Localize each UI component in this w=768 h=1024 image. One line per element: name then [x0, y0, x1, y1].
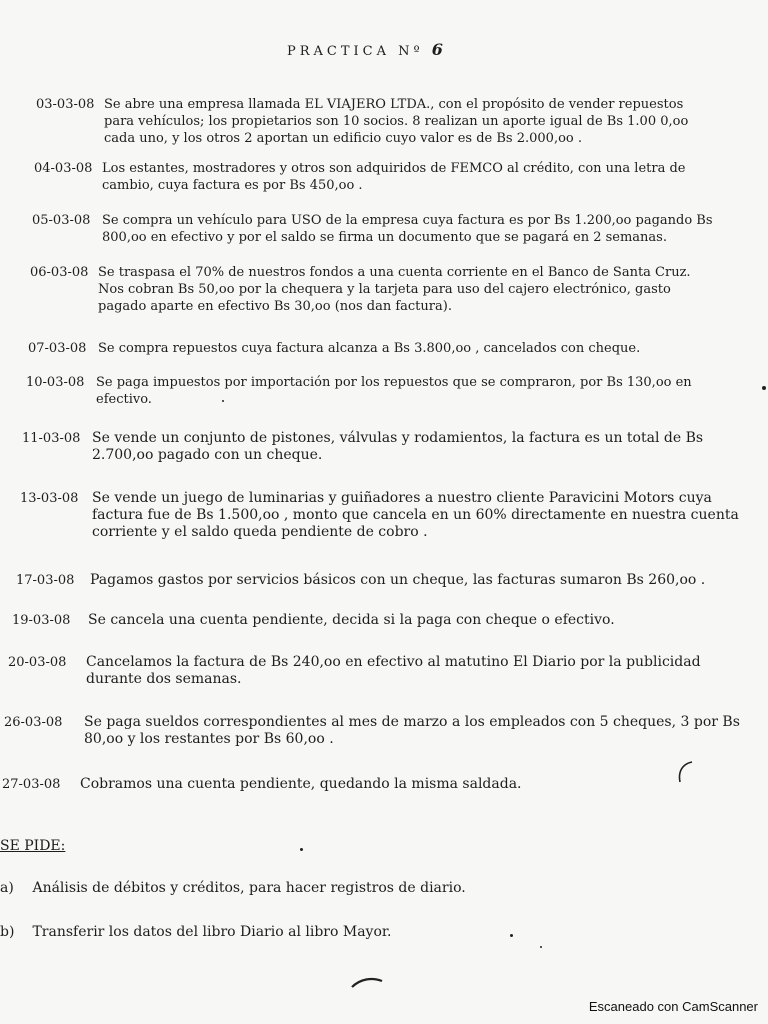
task-b [0, 924, 392, 940]
se-pide-heading: SE PIDE: [0, 838, 66, 854]
scan-speck [540, 946, 542, 948]
entry-text: Pagamos gastos por servicios básicos con un cheque, las facturas sumaron Bs 260,oo . [90, 572, 706, 588]
practice-number: 6 [431, 40, 443, 59]
pen-mark [348, 975, 388, 991]
entry-date: 11-03-08 [22, 431, 81, 446]
entry-date: 13-03-08 [20, 491, 79, 506]
entry-text: Cancelamos la factura de Bs 240,oo en efectivo al matutino El Diario por la publicidad durante dos semanas. [86, 654, 701, 687]
entry-text: Se paga sueldos correspondientes al mes de marzo a los empleados con 5 cheques, 3 por Bs 80,oo y los restantes por Bs 60,oo . [84, 714, 740, 747]
scan-speck [300, 848, 303, 851]
task-a [0, 880, 466, 896]
pen-mark [672, 758, 702, 788]
entry-text: Se compra un vehículo para USO de la empresa cuya factura es por Bs 1.200,oo pagando Bs 800,oo en efectivo y por el saldo se firma un documento que se pagará en 2 semanas. [102, 213, 713, 245]
entry-text: Se paga impuestos por importación por los repuestos que se compraron, por Bs 130,oo en efectivo. [96, 375, 692, 407]
entry-text: Los estantes, mostradores y otros son adquiridos de FEMCO al crédito, con una letra de cambio, cuya factura es por Bs 450,oo . [102, 161, 686, 193]
entry-date: 04-03-08 [34, 161, 93, 176]
entry-date: 19-03-08 [12, 613, 71, 628]
entry-text: Se vende un conjunto de pistones, válvulas y rodamientos, la factura es un total de Bs 2.700,oo pagado con un cheque. [92, 430, 704, 463]
entry-date: 07-03-08 [28, 341, 87, 356]
camscanner-stamp: Escaneado con CamScanner [588, 999, 758, 1014]
entry-date: 26-03-08 [4, 715, 63, 730]
scan-speck [762, 386, 766, 390]
entry-text: Se cancela una cuenta pendiente, decida si la paga con cheque o efectivo. [88, 612, 615, 628]
task-marker: b) [0, 924, 15, 940]
task-marker: a) [0, 880, 14, 896]
entry-date: 05-03-08 [32, 213, 91, 228]
entry-date: 03-03-08 [36, 97, 95, 112]
entry-text: Cobramos una cuenta pendiente, quedando la misma saldada. [80, 776, 522, 792]
task-text: Transferir los datos del libro Diario al libro Mayor. [32, 924, 392, 940]
scan-speck [510, 934, 513, 937]
entry-text: Se traspasa el 70% de nuestros fondos a una cuenta corriente en el Banco de Santa Cruz. Nos cobran Bs 50,oo por la chequera y la tarjeta para uso del cajero electrónico, gasto pagado aparte en efectivo Bs 30,oo (nos dan factura). [98, 265, 691, 314]
entry-date: 06-03-08 [30, 265, 89, 280]
page-title-text: PRACTICA Nº [287, 44, 424, 59]
entry-text: Se abre una empresa llamada EL VIAJERO LTDA., con el propósito de vender repuestos para vehículos; los propietarios son 10 socios. 8 realizan un aporte igual de Bs 1.00 0,oo cada uno, y los otros 2 aportan un edificio cuyo valor es de Bs 2.000,oo . [104, 97, 689, 146]
entry-text: Se compra repuestos cuya factura alcanza a Bs 3.800,oo , cancelados con cheque. [98, 341, 641, 356]
entry-date: 10-03-08 [26, 375, 85, 390]
entry-date: 20-03-08 [8, 655, 67, 670]
entry-text: Se vende un juego de luminarias y guiñadores a nuestro cliente Paravicini Motors cuya factura fue de Bs 1.500,oo , monto que cancela en un 60% directamente en nuestra cuenta corriente y el saldo queda pendiente de cobro . [92, 490, 739, 540]
page-title [287, 40, 443, 59]
task-text: Análisis de débitos y créditos, para hacer registros de diario. [32, 880, 466, 896]
entry-date: 27-03-08 [2, 777, 61, 792]
entry-date: 17-03-08 [16, 573, 75, 588]
scan-speck [222, 400, 224, 402]
